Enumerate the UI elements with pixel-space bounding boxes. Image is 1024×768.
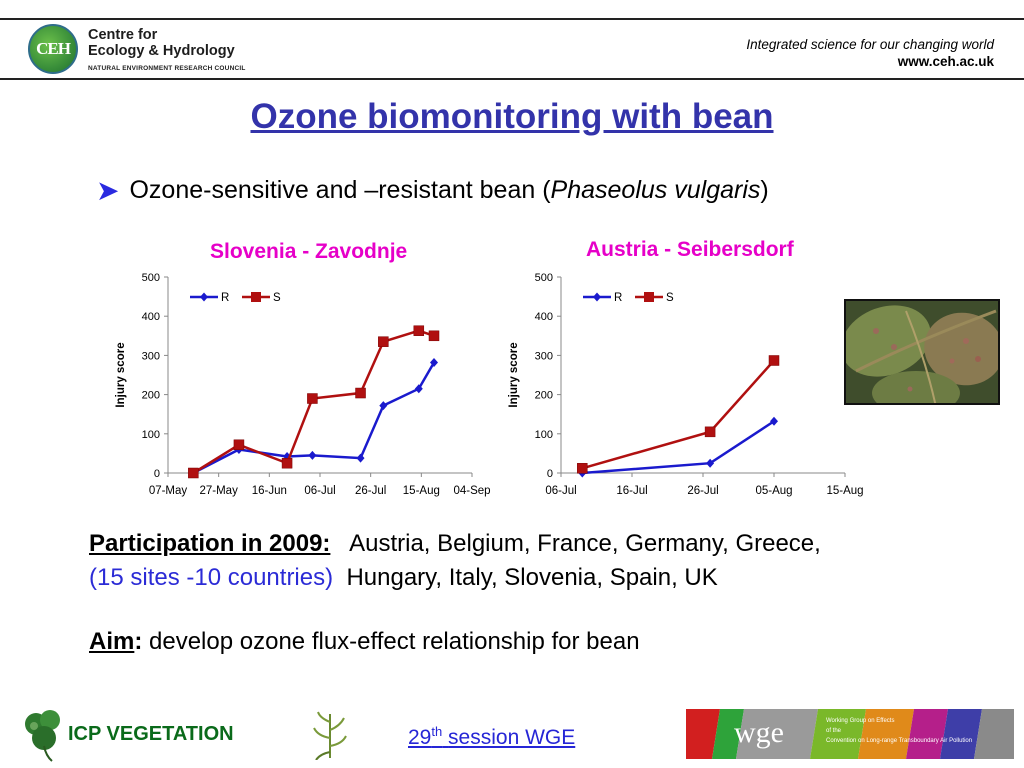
- bullet-point: ➤ Ozone-sensitive and –resistant bean (Phaseolus vulgaris): [96, 175, 769, 206]
- data-point-R: [379, 401, 387, 410]
- aim-label: Aim: [89, 628, 135, 655]
- chart-slovenia-zavodnje: [100, 265, 510, 505]
- data-point-R: [308, 451, 316, 460]
- data-point-S: [705, 427, 715, 437]
- legend-label-R: R: [221, 292, 230, 304]
- y-tick-label: 200: [534, 389, 553, 402]
- species-name: Phaseolus vulgaris: [550, 176, 761, 204]
- legend-label-S: S: [273, 292, 281, 304]
- x-tick-label: 07-May: [148, 485, 188, 497]
- y-axis-label: Injury score: [115, 342, 127, 408]
- header-tagline: [746, 36, 994, 70]
- wge-caption-1: Working Group on Effects: [826, 718, 895, 724]
- x-tick-label: 15-Aug: [826, 485, 864, 497]
- legend-label-R: R: [614, 292, 623, 304]
- x-tick-label: 15-Aug: [402, 485, 440, 497]
- wge-caption-2: of the: [826, 728, 842, 734]
- icp-vegetation-logo: [22, 706, 352, 762]
- y-tick-label: 200: [141, 389, 160, 402]
- y-tick-label: 400: [141, 311, 160, 324]
- y-tick-label: 300: [141, 350, 160, 363]
- ceh-logo-mark: CEH: [28, 24, 78, 74]
- ceh-org-subtitle: NATURAL ENVIRONMENT RESEARCH COUNCIL: [88, 65, 246, 72]
- ceh-org-name: Centre for Ecology & Hydrology: [88, 27, 235, 59]
- data-point-S: [282, 458, 292, 468]
- participation-countries-2: Hungary, Italy, Slovenia, Spain, UK: [346, 564, 718, 591]
- y-axis-label: Injury score: [508, 342, 520, 408]
- x-tick-label: 04-Sep: [453, 485, 491, 497]
- legend-label-S: S: [666, 292, 674, 304]
- data-point-R: [357, 454, 365, 463]
- chart-austria-seibersdorf: [498, 265, 878, 505]
- y-tick-label: 0: [153, 468, 160, 480]
- series-line-S: [582, 360, 774, 468]
- participation-countries-1: Austria, Belgium, France, Germany, Greece,: [349, 530, 821, 557]
- data-point-S: [378, 337, 388, 347]
- grass-sprig-icon: [310, 708, 350, 760]
- header-top-rule: [0, 18, 1024, 20]
- chart-title-slovenia: Slovenia - Zavodnje: [210, 240, 408, 263]
- legend-marker-R: [593, 293, 601, 302]
- y-tick-label: 100: [534, 428, 553, 441]
- y-tick-label: 300: [534, 350, 553, 363]
- x-tick-label: 26-Jul: [687, 485, 719, 497]
- data-point-S: [188, 468, 198, 478]
- legend-marker-S: [644, 292, 654, 302]
- header-bottom-rule: [0, 78, 1024, 80]
- ceh-logo: [28, 24, 278, 76]
- bean-leaf-illustration: [846, 301, 1000, 405]
- data-point-S: [307, 394, 317, 404]
- icp-vegetation-label: ICP VEGETATION: [68, 723, 234, 745]
- wge-color-banner: [686, 709, 1014, 759]
- y-tick-label: 500: [534, 272, 553, 284]
- data-point-S: [429, 331, 439, 341]
- legend-marker-R: [200, 293, 208, 302]
- wge-banner-logo: [686, 709, 1014, 759]
- y-tick-label: 400: [534, 311, 553, 324]
- aim-block: Aim: develop ozone flux-effect relationship for bean: [89, 628, 640, 655]
- wge-caption-3: Convention on Long-range Transboundary Air Pollution: [826, 738, 973, 744]
- data-point-S: [414, 326, 424, 336]
- participation-label: Participation in 2009:: [89, 530, 331, 557]
- data-point-S: [356, 388, 366, 398]
- y-tick-label: 100: [141, 428, 160, 441]
- data-point-S: [577, 463, 587, 473]
- y-tick-label: 0: [546, 468, 553, 480]
- data-point-S: [234, 440, 244, 450]
- tagline-text: Integrated science for our changing world: [746, 37, 994, 52]
- legend-marker-S: [251, 292, 261, 302]
- website-url[interactable]: www.ceh.ac.uk: [897, 54, 994, 69]
- x-tick-label: 27-May: [199, 485, 238, 497]
- y-tick-label: 500: [141, 272, 160, 284]
- participation-block: [89, 527, 821, 595]
- wge-logo-text: wge: [734, 716, 784, 749]
- session-wge-link[interactable]: 29th session WGE: [408, 724, 576, 749]
- x-tick-label: 16-Jun: [251, 485, 287, 497]
- x-tick-label: 06-Jul: [545, 485, 577, 497]
- x-tick-label: 05-Aug: [755, 485, 793, 497]
- chart-title-austria: Austria - Seibersdorf: [586, 238, 794, 261]
- arrow-bullet-icon: ➤: [96, 175, 120, 206]
- x-tick-label: 16-Jul: [616, 485, 648, 497]
- x-tick-label: 26-Jul: [355, 485, 387, 497]
- participation-sites: (15 sites -10 countries): [89, 564, 334, 591]
- x-tick-label: 06-Jul: [304, 485, 336, 497]
- data-point-S: [769, 355, 779, 365]
- bean-leaf-photo: [844, 299, 1000, 405]
- aim-text: develop ozone flux-effect relationship for bean: [149, 628, 640, 655]
- series-line-R: [582, 421, 774, 473]
- clover-leaf-icon: [22, 706, 68, 762]
- slide-title: Ozone biomonitoring with bean: [250, 97, 774, 136]
